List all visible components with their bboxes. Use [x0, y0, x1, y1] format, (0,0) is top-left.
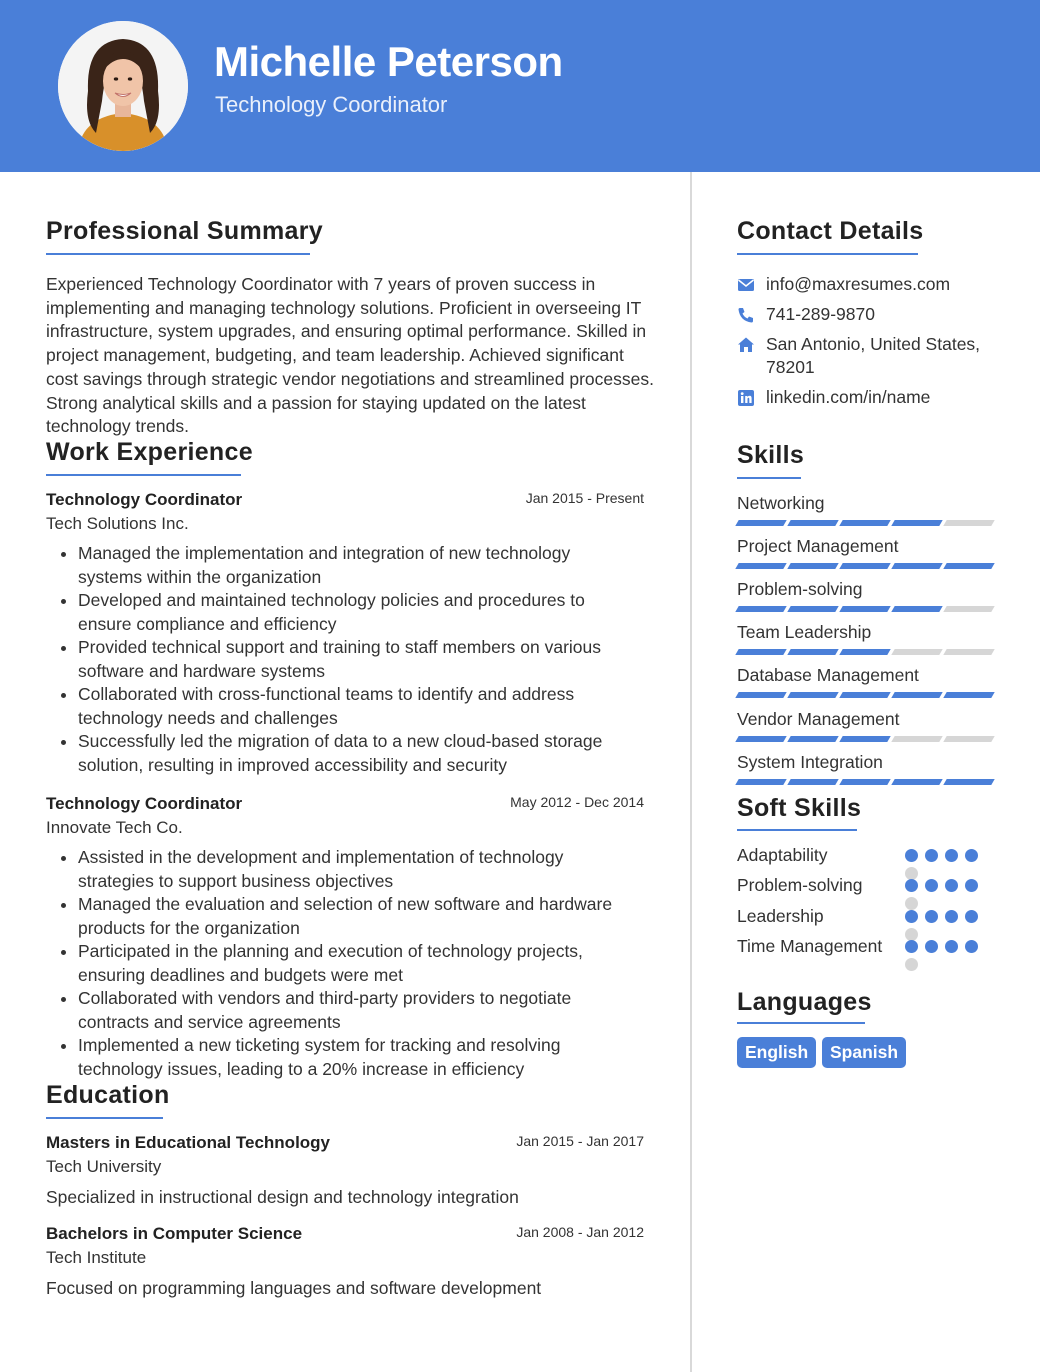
- soft-skill-name: Problem-solving: [737, 875, 863, 895]
- job-entry: [46, 490, 644, 777]
- rating-dot-filled: [925, 849, 938, 862]
- rating-dot-filled: [905, 879, 918, 892]
- job-bullet: • Managed the implementation and integration of new technology systems within the organization: [78, 542, 644, 589]
- job-bullet: • Developed and maintained technology policies and procedures to ensure compliance and efficiency: [78, 589, 644, 636]
- skill-level-segment-filled: [735, 520, 786, 526]
- skill-level-segment-filled: [943, 563, 994, 569]
- skill-level-segment-filled: [735, 779, 786, 785]
- profile-photo: [58, 21, 188, 151]
- skill-level-segment-filled: [787, 779, 838, 785]
- contact-heading-underline: [737, 253, 918, 255]
- skill-level-segment-filled: [839, 649, 890, 655]
- rating-dot-filled: [945, 879, 958, 892]
- soft-skills-heading: Soft Skills: [737, 794, 862, 822]
- rating-dot-filled: [965, 940, 978, 953]
- soft-skill-name: Adaptability: [737, 845, 828, 865]
- skill-level-segment-filled: [787, 520, 838, 526]
- contact-linkedin-text: linkedin.com/in/name: [766, 387, 931, 407]
- skill-name: Project Management: [737, 536, 899, 556]
- work-heading: Work Experience: [46, 438, 253, 466]
- rating-dot-filled: [925, 910, 938, 923]
- job-bullet: • Provided technical support and training to staff members on various software and hardware systems: [78, 636, 644, 683]
- summary-heading-underline: [46, 253, 310, 255]
- skill-level-segment-filled: [735, 692, 786, 698]
- skill-level-segment-filled: [735, 736, 786, 742]
- education-degree: Masters in Educational Technology: [46, 1133, 331, 1152]
- job-bullets: [46, 542, 644, 777]
- skill-item: [737, 493, 993, 526]
- skill-level-segment-empty: [891, 736, 942, 742]
- rating-dot-empty: [905, 958, 918, 971]
- rating-dot-filled: [925, 940, 938, 953]
- skill-level-bar: [737, 779, 993, 785]
- education-degree: Bachelors in Computer Science: [46, 1224, 303, 1243]
- skill-level-segment-filled: [787, 563, 838, 569]
- job-company: Tech Solutions Inc.: [46, 514, 189, 533]
- skill-level-segment-empty: [943, 736, 994, 742]
- skill-item: [737, 579, 993, 612]
- job-bullet: • Assisted in the development and implementation of technology strategies to support business objectives: [78, 846, 644, 893]
- skill-level-segment-filled: [787, 649, 838, 655]
- contact-heading: Contact Details: [737, 217, 924, 245]
- skill-level-segment-filled: [735, 649, 786, 655]
- skill-level-segment-filled: [839, 692, 890, 698]
- job-bullet: • Participated in the planning and execution of technology projects, ensuring deadlines and budgets were met: [78, 940, 644, 987]
- contact-phone[interactable]: [737, 303, 1007, 326]
- job-bullets: [46, 846, 644, 1081]
- skill-name: Vendor Management: [737, 709, 900, 729]
- skill-level-segment-filled: [891, 563, 942, 569]
- skill-level-segment-filled: [839, 606, 890, 612]
- education-date: Jan 2008 - Jan 2012: [516, 1224, 644, 1240]
- job-company: Innovate Tech Co.: [46, 818, 183, 837]
- skill-level-segment-empty: [943, 649, 994, 655]
- rating-dot-filled: [965, 879, 978, 892]
- soft-skill-item: [737, 934, 997, 958]
- languages-heading-underline: [737, 1022, 865, 1024]
- rating-dot-filled: [905, 910, 918, 923]
- job-bullet: • Implemented a new ticketing system for tracking and resolving technology issues, leading to a 20% increase in efficiency: [78, 1034, 644, 1081]
- candidate-name: Michelle Peterson: [214, 38, 563, 85]
- education-description: Focused on programming languages and software development: [46, 1278, 542, 1298]
- skills-heading-underline: [737, 477, 801, 479]
- skill-level-segment-empty: [943, 520, 994, 526]
- education-school: Tech Institute: [46, 1248, 147, 1267]
- contact-address-text: San Antonio, United States, 78201: [766, 334, 981, 377]
- skill-level-segment-filled: [943, 779, 994, 785]
- language-badge: English: [737, 1037, 816, 1068]
- skill-level-bar: [737, 606, 993, 612]
- contact-email[interactable]: [737, 273, 1007, 296]
- phone-icon: [737, 306, 755, 324]
- linkedin-icon: [737, 389, 755, 407]
- soft-skill-item: [737, 843, 997, 867]
- rating-dot-filled: [965, 910, 978, 923]
- contact-phone-text: 741-289-9870: [766, 304, 875, 324]
- skill-level-segment-filled: [839, 520, 890, 526]
- soft-skill-name: Leadership: [737, 906, 824, 926]
- summary-text: Experienced Technology Coordinator with 7 years of proven success in implementing and managing technology solutions. Proficient in overseeing IT infrastructure, system upgrades, and ensuring optimal performance. Skilled in project management, budgeting, and team leadership. Achieved significant cost savings through strategic vendor negotiations and streamlined processes. Strong analytical skills and a passion for staying updated on the latest technology trends.: [46, 274, 654, 437]
- education-school: Tech University: [46, 1157, 162, 1176]
- rating-dot-filled: [905, 940, 918, 953]
- contact-address: [737, 333, 1007, 379]
- skill-level-segment-filled: [891, 606, 942, 612]
- skill-level-bar: [737, 692, 993, 698]
- education-entry: [46, 1224, 644, 1299]
- rating-dot-filled: [945, 940, 958, 953]
- skill-level-segment-empty: [943, 606, 994, 612]
- job-date: May 2012 - Dec 2014: [510, 794, 644, 810]
- language-badge: Spanish: [822, 1037, 906, 1068]
- skill-level-segment-filled: [787, 692, 838, 698]
- skill-item: [737, 665, 993, 698]
- skill-name: Networking: [737, 493, 825, 513]
- rating-dot-filled: [905, 849, 918, 862]
- skill-level-bar: [737, 563, 993, 569]
- contact-email-text: info@maxresumes.com: [766, 274, 951, 294]
- skill-item: [737, 709, 993, 742]
- soft-skill-name: Time Management: [737, 936, 883, 956]
- candidate-title: Technology Coordinator: [215, 92, 448, 117]
- languages-heading: Languages: [737, 988, 872, 1016]
- rating-dot-filled: [965, 849, 978, 862]
- soft-skills-heading-underline: [737, 829, 857, 831]
- skill-level-bar: [737, 520, 993, 526]
- skill-level-segment-filled: [787, 606, 838, 612]
- skill-level-segment-filled: [839, 779, 890, 785]
- job-title: Technology Coordinator: [46, 794, 243, 813]
- skill-level-bar: [737, 736, 993, 742]
- email-icon: [737, 276, 755, 294]
- job-bullet: • Successfully led the migration of data to a new cloud-based storage solution, resulting in improved accessibility and security: [78, 730, 644, 777]
- skill-level-segment-filled: [735, 563, 786, 569]
- rating-dot-filled: [945, 910, 958, 923]
- education-heading-underline: [46, 1117, 163, 1119]
- skill-level-segment-filled: [943, 692, 994, 698]
- skill-name: Problem-solving: [737, 579, 863, 599]
- skill-name: Team Leadership: [737, 622, 872, 642]
- education-description: Specialized in instructional design and technology integration: [46, 1187, 519, 1207]
- job-bullet: • Managed the evaluation and selection of new software and hardware products for the organization: [78, 893, 644, 940]
- skill-level-segment-filled: [891, 692, 942, 698]
- skill-level-segment-filled: [787, 736, 838, 742]
- skill-level-segment-filled: [891, 520, 942, 526]
- avatar: [58, 21, 188, 151]
- summary-heading: Professional Summary: [46, 217, 323, 245]
- work-heading-underline: [46, 474, 241, 476]
- job-entry: [46, 794, 644, 1081]
- skill-level-segment-empty: [891, 649, 942, 655]
- skill-item: [737, 536, 993, 569]
- education-heading: Education: [46, 1081, 170, 1109]
- job-bullet: • Collaborated with vendors and third-party providers to negotiate contracts and service agreements: [78, 987, 644, 1034]
- education-date: Jan 2015 - Jan 2017: [516, 1133, 644, 1149]
- job-bullet: • Collaborated with cross-functional teams to identify and address technology needs and challenges: [78, 683, 644, 730]
- skill-level-segment-filled: [839, 736, 890, 742]
- header-banner: [0, 0, 1040, 172]
- column-divider: [690, 172, 692, 1372]
- skill-level-bar: [737, 649, 993, 655]
- rating-dot-filled: [945, 849, 958, 862]
- education-entry: [46, 1133, 644, 1208]
- skill-item: [737, 622, 993, 655]
- soft-skill-item: [737, 873, 997, 897]
- job-date: Jan 2015 - Present: [525, 490, 644, 506]
- skill-item: [737, 752, 993, 785]
- job-title: Technology Coordinator: [46, 490, 243, 509]
- skill-level-segment-filled: [891, 779, 942, 785]
- skill-name: Database Management: [737, 665, 919, 685]
- skills-heading: Skills: [737, 441, 805, 469]
- skill-level-segment-filled: [839, 563, 890, 569]
- soft-skill-item: [737, 904, 997, 928]
- rating-dot-filled: [925, 879, 938, 892]
- skill-name: System Integration: [737, 752, 883, 772]
- contact-linkedin[interactable]: [737, 386, 1007, 409]
- home-icon: [737, 336, 755, 354]
- skill-level-segment-filled: [735, 606, 786, 612]
